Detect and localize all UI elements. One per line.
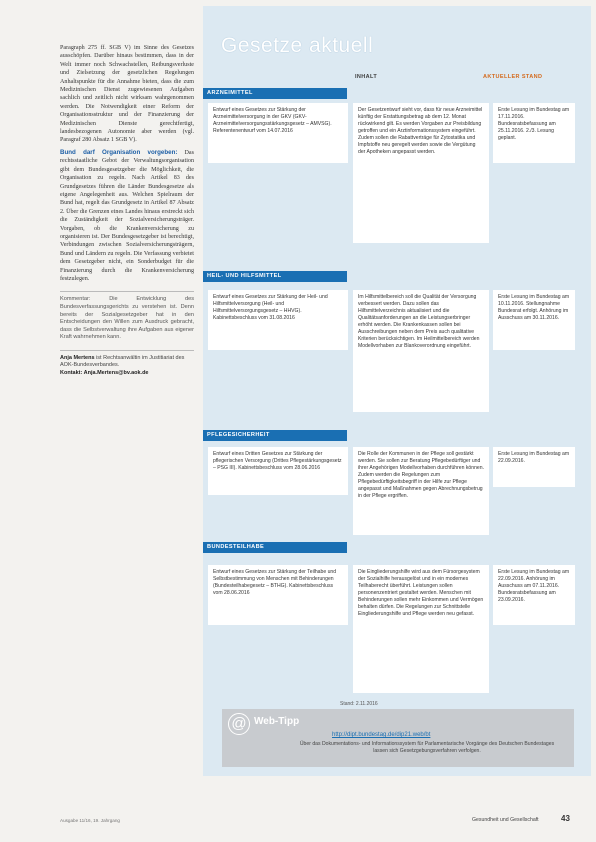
- header-content: INHALT: [355, 74, 378, 80]
- footer-issue: Ausgabe 11/16, 19. Jahrgang: [60, 818, 120, 823]
- section-arzneimittel: [203, 88, 591, 249]
- law-title-cell: Entwurf eines Dritten Gesetzes zur Stärkung der pflegerischen Versorgung (Drittes Pflegestärkungsgesetz – PSG III). Kabinettsbeschluss vom 28.06.2016: [208, 447, 348, 495]
- web-tip-box: [222, 709, 574, 767]
- page-number: 43: [561, 814, 570, 823]
- law-title-cell: Entwurf eines Gesetzes zur Stärkung der Teilhabe und Selbstbestimmung von Menschen mit Behinderungen (Bundesteilhabegesetz – BTHG). Kabinettsbeschluss vom 28.06.2016: [208, 565, 348, 625]
- comment-paragraph: Kommentar: Die Entwicklung des Bundesverfassungsgerichts zu verstehen ist. Denn bereits der Sozialgesetzgeber hat in den Entscheidungen den Willen zum Ausdruck gebracht, dass die Selbstverwaltung ihre Aufgaben aus eigener Kraft wahrnehmen kann.: [60, 291, 194, 342]
- section-heil-hilfsmittel: [203, 271, 591, 417]
- law-content-cell: Der Gesetzentwurf sieht vor, dass für neue Arzneimittel künftig der Erstattungsbetrag ab dem 12. Monat rückwirkend gilt. Es werden Vorgaben zur Preisbildung getroffen und ein Arztinformationssystem eingeführt. Zudem sollen die Rabattverträge für Zytostatika und Impfstoffe neu geregelt werden sowie die Vergütung der Apotheken angepasst werden.: [353, 103, 489, 243]
- footer-magazine-name: Gesundheit und Gesellschaft: [472, 817, 539, 823]
- section-heading: PFLEGESICHERHEIT: [203, 430, 347, 441]
- at-icon: @: [228, 713, 250, 735]
- law-status-cell: Erste Lesung im Bundestag am 22.09.2016. Anhörung im Ausschuss am 07.11.2016. Bundesratsbefassung am 23.09.2016.: [493, 565, 575, 625]
- section-body: [203, 441, 591, 536]
- section-heading: ARZNEIMITTEL: [203, 88, 347, 99]
- author-box: [60, 350, 194, 377]
- section-pflegesicherheit: [203, 430, 591, 536]
- author-contact: Kontakt: Anja.Mertens@bv.aok.de: [60, 369, 149, 376]
- date-stamp: Stand: 2.11.2016: [340, 701, 378, 707]
- law-content-cell: Im Hilfsmittelbereich soll die Qualität der Versorgung verbessert werden. Dazu sollen das Hilfsmittelverzeichnis aktualisiert und die Qualitätsanforderungen an die Leistungserbringer erhöht werden. Die Krankenkassen sollen bei Ausschreibungen neben dem Preis auch qualitative Kriterien berücksichtigen. Im Heilmittelbereich werden Modellvorhaben zur Blankoverordnung eingeführt.: [353, 290, 489, 412]
- law-status-cell: Erste Lesung im Bundestag am 22.09.2016.: [493, 447, 575, 487]
- law-title-cell: Entwurf eines Gesetzes zur Stärkung der Arzneimittelversorgung in der GKV (GKV-Arzneimittelversorgungsstärkungsgesetz – AMVSG). Referentenentwurf vom 14.07.2016: [208, 103, 348, 163]
- law-content-cell: Die Rolle der Kommunen in der Pflege soll gestärkt werden. Sie sollen zur Beratung Pflegebedürftiger und ihrer Angehörigen Modellvorhaben durchführen können. Zudem werden die Regelungen zum Pflegebedürftigkeitsbegriff in der Hilfe zur Pflege angepasst und Maßnahmen gegen Abrechnungsbetrug in der Pflege ergriffen.: [353, 447, 489, 535]
- body-paragraph: Paragraph 275 ff. SGB V) im Sinne des Gesetzes ausschöpfen. Darüber hinaus bestimmen, dass in der Welt immer noch Schwachstellen, Reibungsverluste und Zielsetzung der gesetzlichen Regelungen Anhaltspunkte für die Annahme bieten, dass die zum Medizinischen Dienst zugewiesenen Aufgaben sachlich und zeitlich nicht wirksam wahrgenommen werden. Die Notwendigkeit einer Reform der Organisationsstruktur und der Finanzierung der Medizinischen Dienste gerechtfertigt, landesbezogenen Autonomie aber werden (vgl. Paragraf 280 Absatz 1 SGB V).: [60, 45, 194, 144]
- section-body: [203, 553, 591, 693]
- left-text-column: [60, 44, 194, 377]
- panel-title: Gesetze aktuell: [221, 34, 374, 57]
- section-heading: HEIL- UND HILFSMITTEL: [203, 271, 347, 282]
- law-title-cell: Entwurf eines Gesetzes zur Stärkung der Heil- und Hilfsmittelversorgung (Heil- und Hilfsmittelversorgungsgesetz – HHVG). Kabinettsbeschluss vom 31.08.2016: [208, 290, 348, 350]
- author-role: ist Rechtsanwältin im Justitiariat des AOK-Bundesverbandes.: [60, 354, 185, 369]
- web-tip-description: Über das Dokumentations- und Informationssystem für Parlamentarische Vorgänge des Deutschen Bundestages lassen sich Gesetzgebungsverfahren verfolgen.: [299, 741, 555, 754]
- web-tip-link[interactable]: http://dipt.bundestag.de/dip21.web/bt: [332, 732, 431, 738]
- section-heading: BUNDESTEILHABE: [203, 542, 347, 553]
- law-status-cell: Erste Lesung im Bundestag am 10.11.2016. Stellungnahme Bundesrat erfolgt. Anhörung im Ausschuss am 30.11.2016.: [493, 290, 575, 350]
- column-headers: [351, 72, 573, 84]
- web-tip-title: Web-Tipp: [254, 716, 300, 727]
- header-status: AKTUELLER STAND: [483, 74, 543, 80]
- body-paragraph: [60, 149, 194, 284]
- law-status-cell: Erste Lesung im Bundestag am 17.11.2016. Bundesratsbefassung am 25.11.2016. 2./3. Lesung geplant.: [493, 103, 575, 163]
- section-body: [203, 282, 591, 417]
- law-content-cell: Die Eingliederungshilfe wird aus dem Fürsorgesystem der Sozialhilfe herausgelöst und in ein modernes Teilhaberecht überführt. Leistungen sollen personenzentriert gestaltet werden. Menschen mit Behinderungen sollen mehr Einkommen und Vermögen behalten dürfen. Die Regelungen zur Schnittstelle Eingliederungshilfe und Pflege werden neu gefasst.: [353, 565, 489, 693]
- section-body: [203, 99, 591, 249]
- author-name: Anja Mertens: [60, 354, 95, 361]
- laws-panel: [203, 6, 591, 776]
- section-bundesteilhabe: [203, 542, 591, 693]
- body-text: Das rechtsstaatliche Gebot der Verwaltungsorganisation gibt dem Bundesgesetzgeber die Möglichkeit, die Organisation zu regeln. Nach Artikel 83 des Grundgesetzes führen die Länder Bundesgesetze als eigene Angelegenheit aus. Welchen Spielraum der Bund hat, regelt das Grundgesetz in Artikel 87 Absatz 2. Über die Grenzen eines Landes hinaus erstreckt sich die Zuständigkeit der Sozialversicherungsträger. Vorgaben, ob die Krankenversicherung zu organisieren ist. Der Bundesgesetzgeber ist berechtigt, Verbindungen zwischen Sozialversicherungsträgern, Bund und Ländern zu regeln. Die Verfassung verbietet dem Gesetzgeber nicht, ein Sonderbudget für die Finanzierung durch die Krankenversicherung festzulegen.: [60, 149, 194, 282]
- subheading: Bund darf Organisation vorgeben:: [60, 148, 178, 156]
